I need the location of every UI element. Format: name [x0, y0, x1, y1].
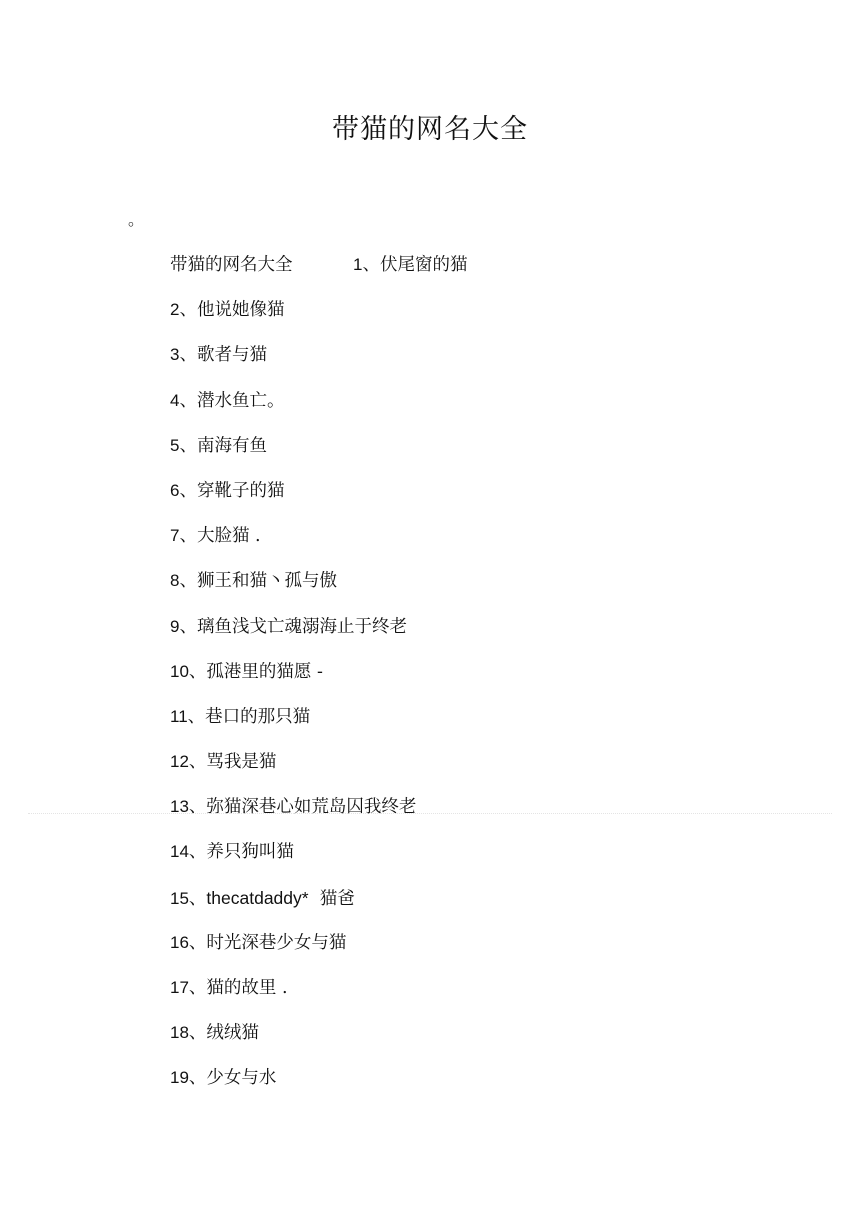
- item-number: 19: [170, 1068, 189, 1088]
- item-number: 8: [170, 571, 180, 591]
- item-text: 潜水鱼亡。: [196, 390, 285, 411]
- page-title: 带猫的网名大全: [332, 114, 528, 145]
- name-list: [170, 252, 790, 1111]
- intro-label: 带猫的网名大全: [170, 255, 293, 275]
- item-separator: 、: [188, 932, 207, 953]
- item-text: 猫爸: [308, 888, 355, 909]
- item-separator: 、: [188, 1068, 207, 1089]
- item-number: 17: [170, 978, 189, 997]
- item-latin-text: thecatdaddy*: [206, 887, 309, 908]
- list-item: [170, 433, 790, 478]
- lead-punctuation: 。: [128, 210, 145, 229]
- list-item: [170, 975, 790, 1020]
- item-number: 3: [170, 345, 180, 365]
- item-text: 璃鱼浅戈亡魂溺海止于终老: [196, 616, 407, 637]
- item-text: 孤港里的猫愿 -: [206, 661, 323, 682]
- item-text: 南海有鱼: [196, 435, 267, 456]
- item-text: 大脸猫 .: [196, 526, 261, 547]
- item-number: 14: [170, 842, 189, 862]
- item-text: 猫的故里 .: [206, 978, 288, 998]
- item-separator: 、: [179, 526, 197, 547]
- list-item: [170, 749, 790, 794]
- item-number: 16: [170, 932, 189, 952]
- item-text: 狮王和猫丶孤与傲: [196, 571, 337, 592]
- item-text: 他说她像猫: [196, 300, 285, 321]
- item-text: 穿靴子的猫: [196, 480, 285, 501]
- item-number: 6: [170, 480, 180, 500]
- item-text: 绒绒猫: [206, 1023, 259, 1044]
- item-number: 5: [170, 435, 180, 455]
- item-number: 11: [170, 706, 188, 726]
- item-separator: 、: [188, 888, 207, 909]
- item-number: 7: [170, 526, 180, 546]
- item-text: 养只狗叫猫: [206, 842, 294, 863]
- list-item: [170, 659, 790, 704]
- list-item: [170, 342, 790, 387]
- item-number: 2: [170, 300, 180, 320]
- item-number: 10: [170, 661, 189, 681]
- item-text: 巷口的那只猫: [205, 706, 311, 727]
- list-item: [170, 839, 790, 884]
- item-separator: 、: [188, 1023, 207, 1044]
- list-item: [170, 794, 790, 839]
- list-item: [170, 1020, 790, 1065]
- item-separator: 、: [179, 435, 197, 456]
- item-text: 伏尾窗的猫: [379, 255, 468, 275]
- item-separator: 、: [188, 978, 207, 998]
- item-separator: 、: [188, 842, 207, 863]
- item-separator: 、: [188, 661, 207, 682]
- item-separator: 、: [188, 797, 207, 818]
- item-separator: 、: [179, 345, 197, 366]
- list-item: [170, 614, 790, 659]
- list-item: [170, 704, 790, 749]
- item-text: 歌者与猫: [196, 345, 267, 366]
- item-separator: 、: [179, 480, 197, 501]
- list-item: [170, 930, 790, 975]
- item-text: 少女与水: [206, 1068, 277, 1089]
- item-number: 13: [170, 797, 189, 817]
- list-item: [170, 478, 790, 523]
- item-text: 时光深巷少女与猫: [206, 932, 347, 953]
- item-separator: 、: [179, 616, 197, 637]
- item-separator: 、: [188, 752, 207, 773]
- item-text: 骂我是猫: [206, 752, 277, 773]
- item-separator: 、: [362, 255, 380, 275]
- list-item: [170, 523, 790, 568]
- item-text: 弥猫深巷心如荒岛囚我终老: [206, 797, 417, 818]
- item-separator: 、: [179, 390, 197, 411]
- item-number: 1: [353, 255, 363, 274]
- list-item: [170, 568, 790, 613]
- item-number: 9: [170, 616, 180, 636]
- page-break-divider: [28, 813, 832, 814]
- list-item: [170, 1065, 790, 1110]
- list-item: [170, 388, 790, 433]
- item-number: 4: [170, 390, 180, 410]
- item-number: 15: [170, 888, 189, 908]
- item-number: 12: [170, 752, 189, 772]
- item-number: 18: [170, 1023, 189, 1043]
- item-separator: 、: [179, 571, 197, 592]
- list-item: [170, 252, 790, 297]
- list-item: [170, 297, 790, 342]
- item-separator: 、: [179, 300, 197, 321]
- item-separator: 、: [187, 706, 206, 727]
- list-item: [170, 885, 790, 930]
